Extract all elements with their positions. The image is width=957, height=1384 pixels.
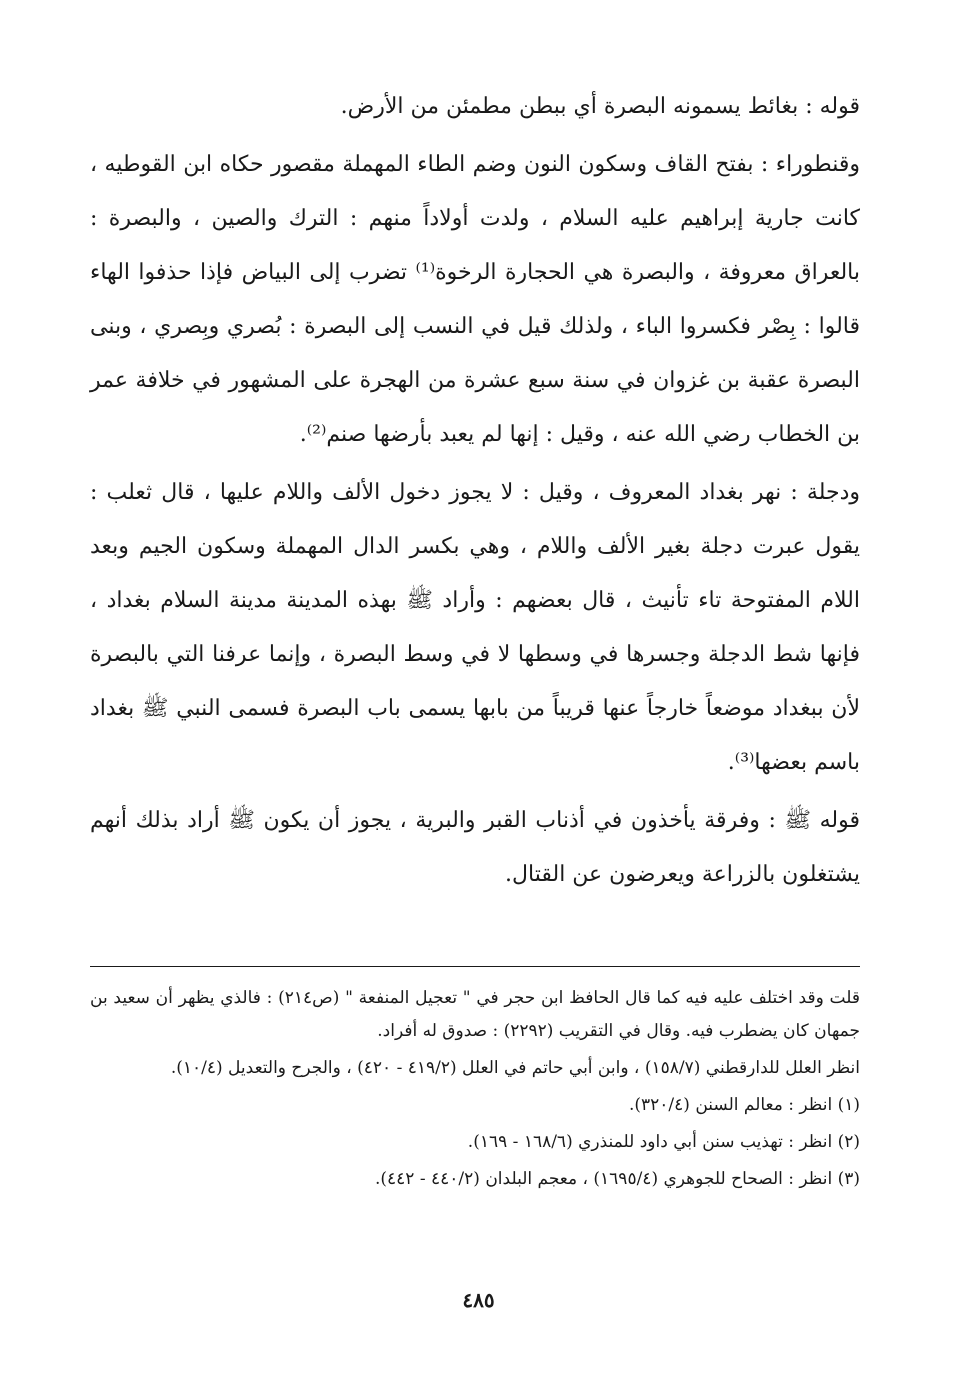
- footnote-item: (٢) انظر : تهذيب سنن أبي داود للمنذري (١٦٨/٦ - ١٦٩).: [467, 1132, 860, 1152]
- main-text-body: [90, 80, 860, 902]
- paragraph-dijla: ودجلة : نهر بغداد المعروف ، وقيل : لا يجوز دخول الألف واللام عليها ، قال ثعلب : يقول عبرت دجلة بغير الألف واللام ، وهي بكسر الدال المهملة وسكون الجيم وبعد اللام المفتوحة تاء تأنيث ، قال بعضهم : وأراد ﷺ بهذه المدينة مدينة السلام بغداد ، فإنها شط الدجلة وجسرها في وسطها لا في وسط البصرة ، وإنما عرفنا التي بالبصرة لأن ببغداد موضعاً خارجاً عنها قريباً من بابها يسمى باب البصرة فسمى النبي ﷺ بغداد باسم بعضها⁽³⁾.: [90, 480, 860, 775]
- footnote-continuation: انظر العلل للدارقطني (١٥٨/٧) ، وابن أبي حاتم في العلل (٤١٩/٢ - ٤٢٠) ، والجرح والتعديل (١٠/٤).: [170, 1058, 860, 1078]
- footnote-divider: [90, 966, 860, 967]
- paragraph-qanturaa: وقنطوراء : بفتح القاف وسكون النون وضم الطاء المهملة مقصور حكاه ابن القوطيه ، كانت جارية إبراهيم عليه السلام ، ولدت أولاداً منهم : الترك والصين ، والبصرة : بالعراق معروفة ، والبصرة هي الحجارة الرخوة⁽¹⁾ تضرب إلى البياض فإذا حذفوا الهاء قالوا : بِصْر فكسروا الباء ، ولذلك قيل في النسب إلى البصرة : بُصري وبِصري ، وبنى البصرة عقبة بن غزوان في سنة سبع عشرة من الهجرة على المشهور في خلافة عمر بن الخطاب رضي الله عنه ، وقيل : إنها لم يعبد بأرضها صنم⁽²⁾.: [90, 152, 860, 447]
- footnote-continuation: قلت وقد اختلف عليه فيه كما قال الحافظ ابن حجر في " تعجيل المنفعة " (ص٢١٤) : فالذي يظهر أن سعيد بن جمهان كان يضطرب فيه. وقال في التقريب (٢٢٩٢) : صدوق له أفراد.: [90, 988, 860, 1041]
- paragraph-basra-meaning: قوله : بغائط يسمونه البصرة أي ببطن مطمئن من الأرض.: [340, 94, 860, 119]
- footnote-item: (٣) انظر : الصحاح للجوهري (١٦٩٥/٤) ، معجم البلدان (٤٤٠/٢ - ٤٤٢).: [375, 1169, 860, 1189]
- paragraph-firqa: قوله ﷺ : وفرقة يأخذون في أذناب القبر والبرية ، يجوز أن يكون ﷺ أراد بذلك أنهم يشتغلون بالزراعة ويعرضون عن القتال.: [90, 808, 860, 887]
- footnotes-section: [90, 982, 860, 1196]
- page-number: ٤٨٥: [462, 1288, 495, 1312]
- footnote-item: (١) انظر : معالم السنن (٣٢٠/٤).: [628, 1095, 860, 1115]
